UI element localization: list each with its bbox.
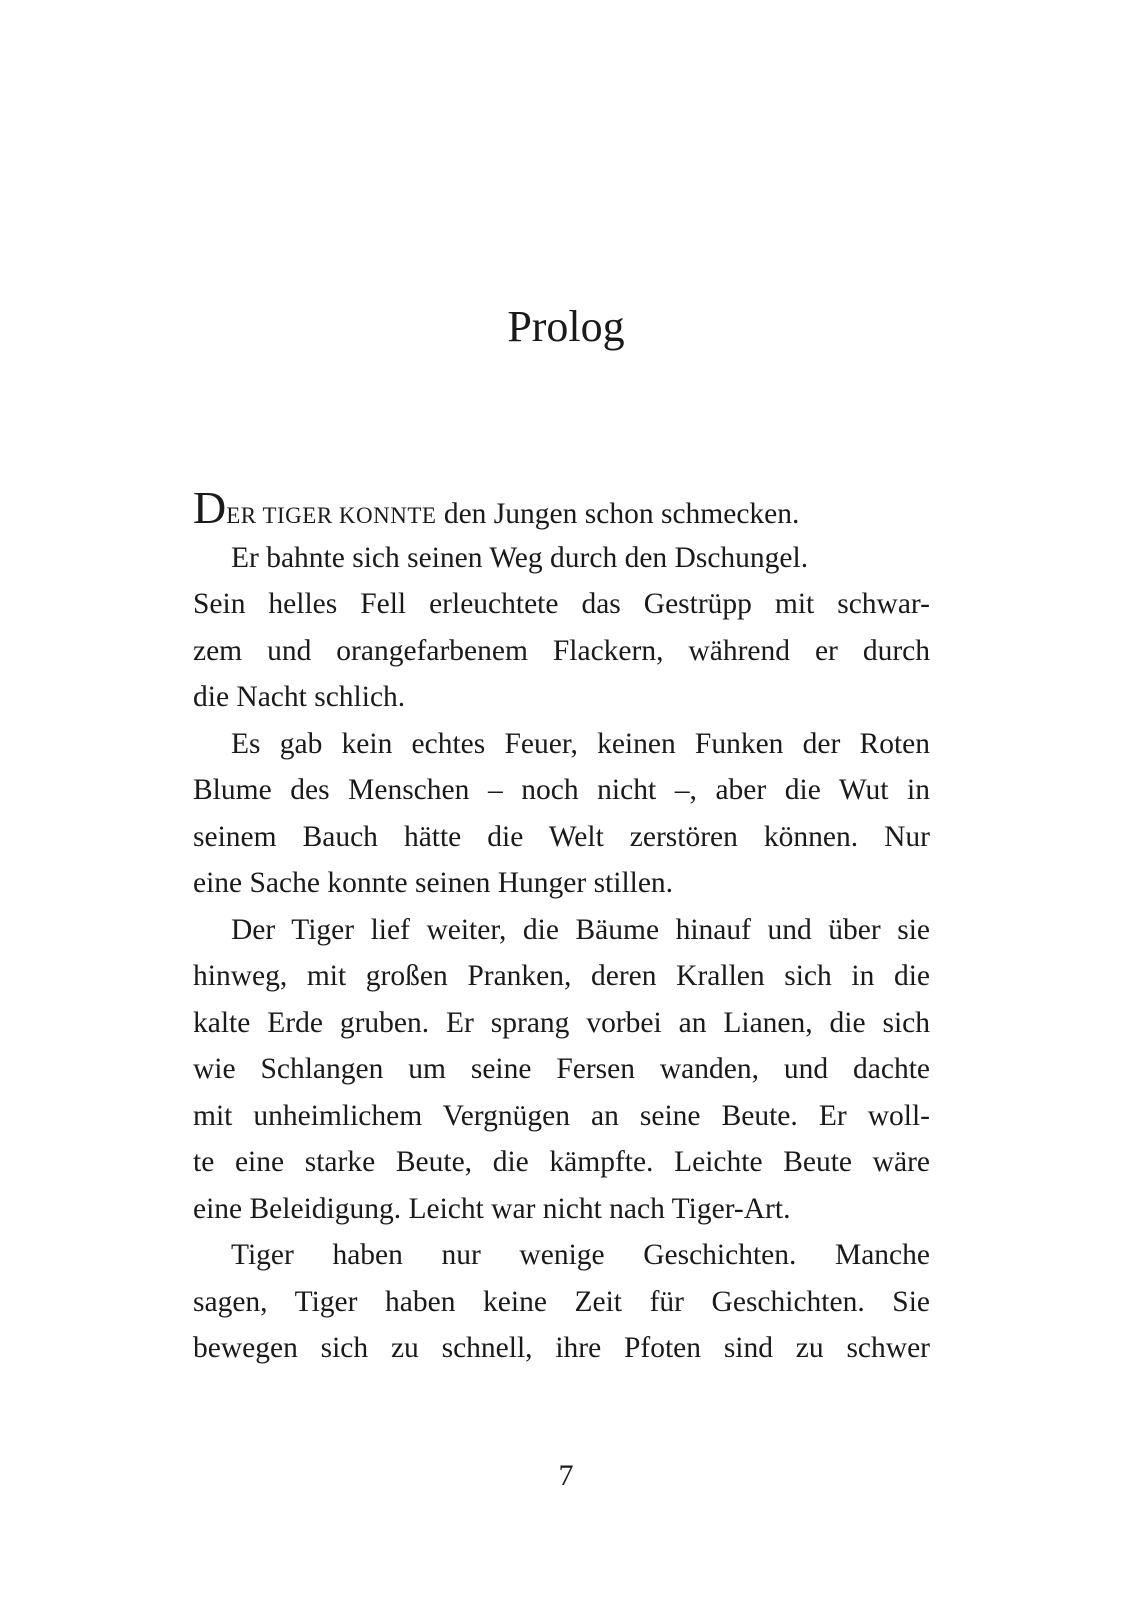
page-number: 7 [558,1459,574,1492]
text-line: Sein helles Fell erleuchtete das Gestrüpp mit schwar- [193,588,930,620]
text-line: bewegen sich zu schnell, ihre Pfoten sind zu schwer [193,1332,930,1364]
chapter-title: Prolog [507,302,625,351]
text-line: te eine starke Beute, die kämpfte. Leichte Beute wäre [193,1146,930,1178]
text-line: mit unheimlichem Vergnügen an seine Beute. Er woll- [193,1099,930,1132]
text-line: kalte Erde gruben. Er sprang vorbei an Lianen, die sich [193,1006,930,1039]
first-line-rest: den Jungen schon schmecken. [436,498,800,530]
text-line: Er bahnte sich seinen Weg durch den Dschungel. [231,541,809,574]
small-caps-lead: ER TIGER KONNTE [226,503,437,528]
text-line: Es gab kein echtes Feuer, keinen Funken der Roten [231,727,930,760]
text-line: die Nacht schlich. [193,681,406,713]
text-line: hinweg, mit großen Pranken, deren Krallen sich in die [193,960,930,992]
body-text [193,482,930,1372]
text-line: eine Sache konnte seinen Hunger stillen. [193,867,674,899]
text-line: zem und orangefarbenem Flackern, während er durch [193,634,930,667]
text-line: Tiger haben nur wenige Geschichten. Manche [231,1239,930,1271]
text-line: eine Beleidigung. Leicht war nicht nach Tiger-Art. [193,1192,791,1225]
text-line: seinem Bauch hätte die Welt zerstören können. Nur [193,820,930,853]
text-line: Der Tiger lief weiter, die Bäume hinauf und über sie [231,913,930,946]
drop-cap-letter: D [193,482,227,533]
text-line: wie Schlangen um seine Fersen wanden, und dachte [193,1053,930,1085]
text-line: Blume des Menschen – noch nicht –, aber die Wut in [193,774,930,806]
text-line: sagen, Tiger haben keine Zeit für Geschichten. Sie [193,1285,930,1318]
first-line [193,482,930,535]
